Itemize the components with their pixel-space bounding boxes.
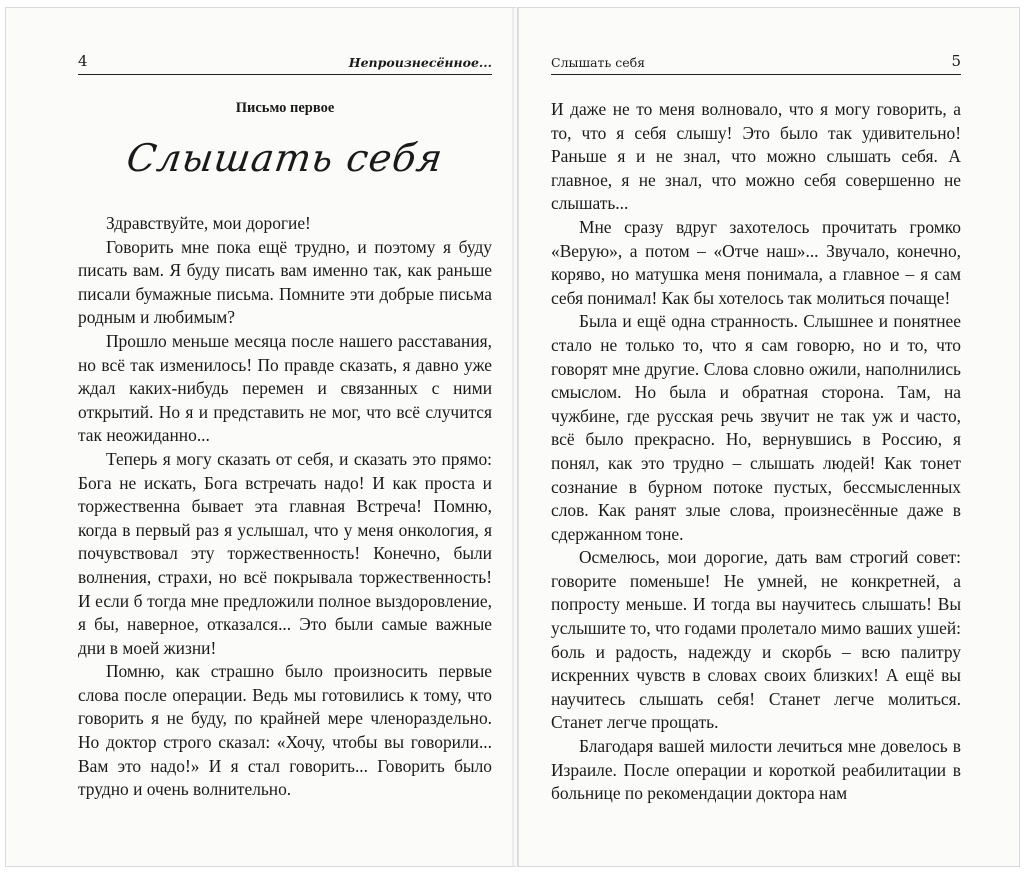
paragraph: Мне сразу вдруг захотелось прочитать громко «Верую», а потом – «Отче наш»... Звучало, конечно, коряво, но матушка меня понимала, а главное – я сам себя понимал! Как бы хотелось так молиться почаще! — [551, 216, 961, 308]
left-body-text — [78, 212, 492, 802]
paragraph: Благодаря вашей милости лечиться мне довелось в Израиле. После операции и короткой реабилитации в больнице по рекомендации доктора нам — [551, 736, 961, 804]
continued-paragraph: И даже не то меня волновало, что я могу говорить, а то, что я себя слышу! Это было так удивительно! Раньше я и не знал, что можно слышать себя. А главное, я не знал, что можно себя совершенно не слышать... — [551, 99, 961, 214]
paragraph: Говорить мне пока ещё трудно, и поэтому я буду писать вам. Я буду писать вам именно так, как раньше писали бумажные письма. Помните эти добрые письма родным и любимым? — [78, 236, 492, 328]
right-running-head — [551, 54, 961, 75]
paragraph: Помню, как страшно было произносить первые слова после операции. Ведь мы готовились к тому, что говорить я не буду, по крайней мере членораздельно. Но доктор строго сказал: «Хочу, чтобы вы говорили... Вам это надо!» И я стал говорить... Говорить было трудно и очень волнительно. — [78, 661, 492, 800]
paragraph: Прошло меньше месяца после нашего расставания, но всё так изменилось! По правде сказать, я давно уже ждал каких-нибудь перемен и связанных с ними открытий. Но я и представить не мог, что всё случится так неожиданно... — [78, 330, 492, 446]
chapter-running-title: Слышать себя — [551, 55, 646, 70]
right-page — [518, 8, 1019, 866]
paragraph: Осмелюсь, мои дорогие, дать вам строгий совет: говорите поменьше! Не умней, не конкретней, а попросту меньше. И тогда вы научитесь слышать! Вы услышите то, что годами пролетало мимо ваших ушей: боль и радость, надежду и скорбь – всю палитру искренних чувств в словах своих близких! А ещё вы научитесь слышать себя! Станет легче молиться. Станет легче прощать. — [551, 547, 961, 733]
left-page — [6, 8, 515, 866]
paragraph: Была и ещё одна странность. Слышнее и понятнее стало не только то, что я сам говорю, но и то, что говорят мне другие. Слова словно ожили, наполнились смыслом. Но была и обратная сторона. Там, на чужбине, где русская речь звучит не так уж и часто, всё было прекрасно. Но, вернувшись в Россию, я понял, как это трудно – слышать людей! Как тонет сознание в бурном потоке пустых, бессмысленных слов. Как ранят злые слова, произнесённые даже в сдержанном тоне. — [551, 311, 961, 544]
book-title: Непроизнесённое... — [348, 55, 492, 70]
page-number: 4 — [78, 52, 88, 70]
letter-label: Письмо первое — [235, 100, 335, 116]
paragraph: Здравствуйте, мои дорогие! — [106, 213, 311, 233]
paragraph: Теперь я могу сказать от себя, и сказать это прямо: Бога не искать, Бога встречать надо! И как проста и торжественна бывает эта главная Встреча! Помню, когда в первый раз я услышал, что у меня онкология, я почувствовал эту торжественность! Конечно, были волнения, страхи, но всё покрывала торжественность! И если б тогда мне предложили полное выздоровление, я бы, наверное, отказался... Это были самые важные дни в моей жизни! — [78, 448, 492, 658]
page-number: 5 — [951, 52, 961, 70]
right-body-text — [551, 98, 961, 806]
chapter-title: Слышать себя — [124, 136, 446, 180]
left-running-head — [78, 54, 492, 75]
